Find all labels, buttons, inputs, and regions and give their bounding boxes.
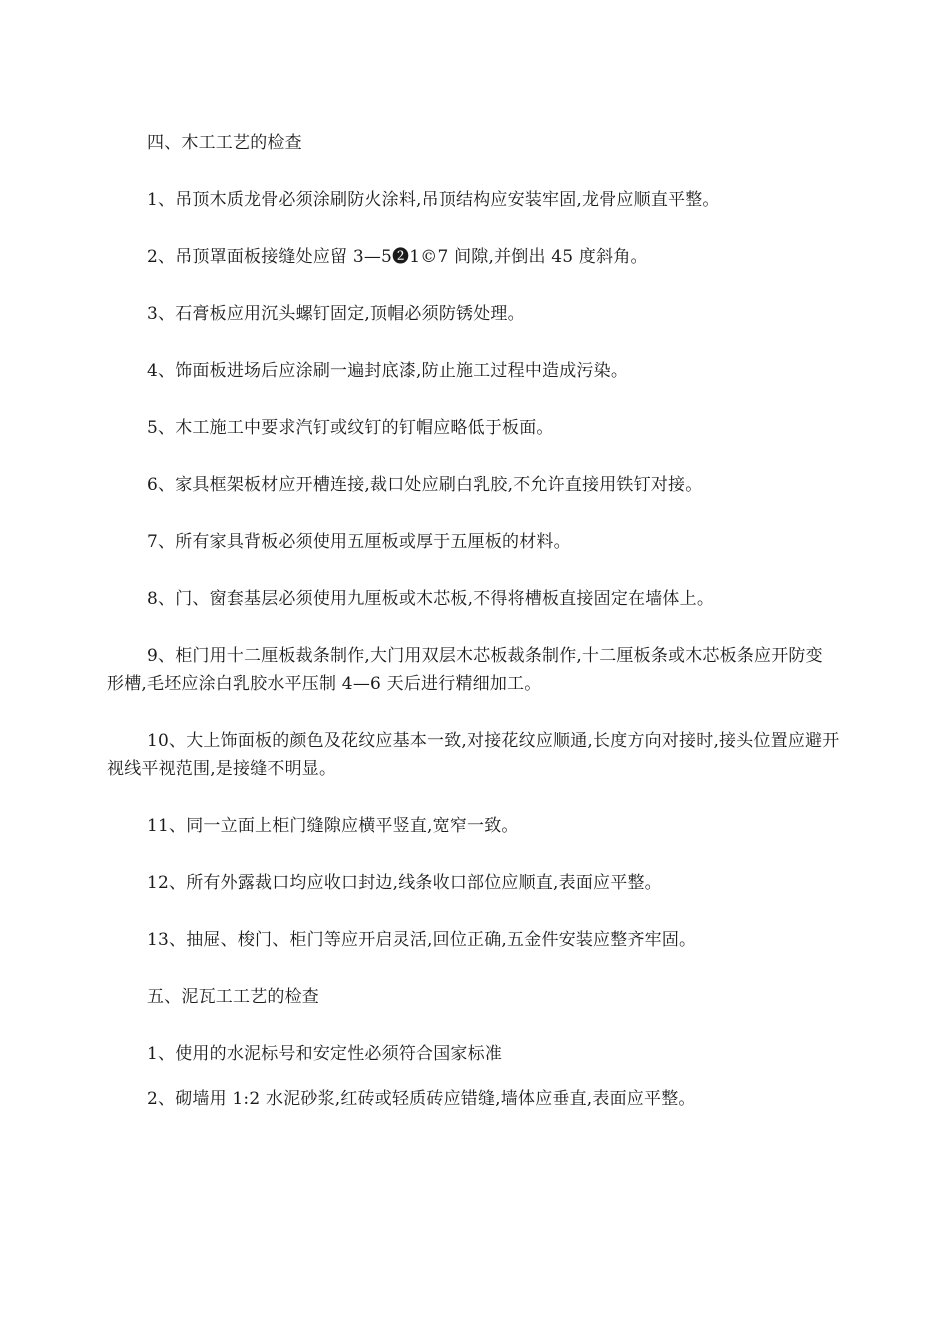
paragraph-item: 13、抽屉、梭门、柜门等应开启灵活,回位正确,五金件安装应整齐牢固。 [147, 930, 697, 950]
section-heading-carpentry: 四、木工工艺的检查 [147, 133, 302, 153]
paragraph-item: 9、柜门用十二厘板裁条制作,大门用双层木芯板裁条制作,十二厘板条或木芯板条应开防变形槽,毛坯应涂白乳胶水平压制 4—6 天后进行精细加工。 [107, 646, 823, 694]
paragraph-item: 10、大上饰面板的颜色及花纹应基本一致,对接花纹应顺通,长度方向对接时,接头位置应避开视线平视范围,是接缝不明显。 [107, 731, 840, 779]
paragraph-item: 12、所有外露裁口均应收口封边,线条收口部位应顺直,表面应平整。 [147, 873, 662, 893]
paragraph-item: 7、所有家具背板必须使用五厘板或厚于五厘板的材料。 [147, 532, 571, 552]
section-heading-masonry: 五、泥瓦工工艺的检查 [147, 987, 319, 1007]
paragraph-item: 1、吊顶木质龙骨必须涂刷防火涂料,吊顶结构应安装牢固,龙骨应顺直平整。 [147, 190, 720, 210]
paragraph-item: 2、砌墙用 1:2 水泥砂浆,红砖或轻质砖应错缝,墙体应垂直,表面应平整。 [147, 1089, 696, 1109]
paragraph-item: 4、饰面板进场后应涂刷一遍封底漆,防止施工过程中造成污染。 [147, 361, 629, 381]
paragraph-item: 2、吊顶罩面板接缝处应留 3—5❷1©7 间隙,并倒出 45 度斜角。 [147, 247, 648, 267]
paragraph-item: 8、门、窗套基层必须使用九厘板或木芯板,不得将槽板直接固定在墙体上。 [147, 589, 715, 609]
document-body [107, 129, 840, 1142]
paragraph-item: 3、石膏板应用沉头螺钉固定,顶帽必须防锈处理。 [147, 304, 525, 324]
paragraph-item: 5、木工施工中要求汽钉或纹钉的钉帽应略低于板面。 [147, 418, 554, 438]
paragraph-item: 1、使用的水泥标号和安定性必须符合国家标准 [147, 1044, 503, 1064]
paragraph-item: 11、同一立面上柜门缝隙应横平竖直,宽窄一致。 [147, 816, 519, 836]
paragraph-item: 6、家具框架板材应开槽连接,裁口处应刷白乳胶,不允许直接用铁钉对接。 [147, 475, 703, 495]
